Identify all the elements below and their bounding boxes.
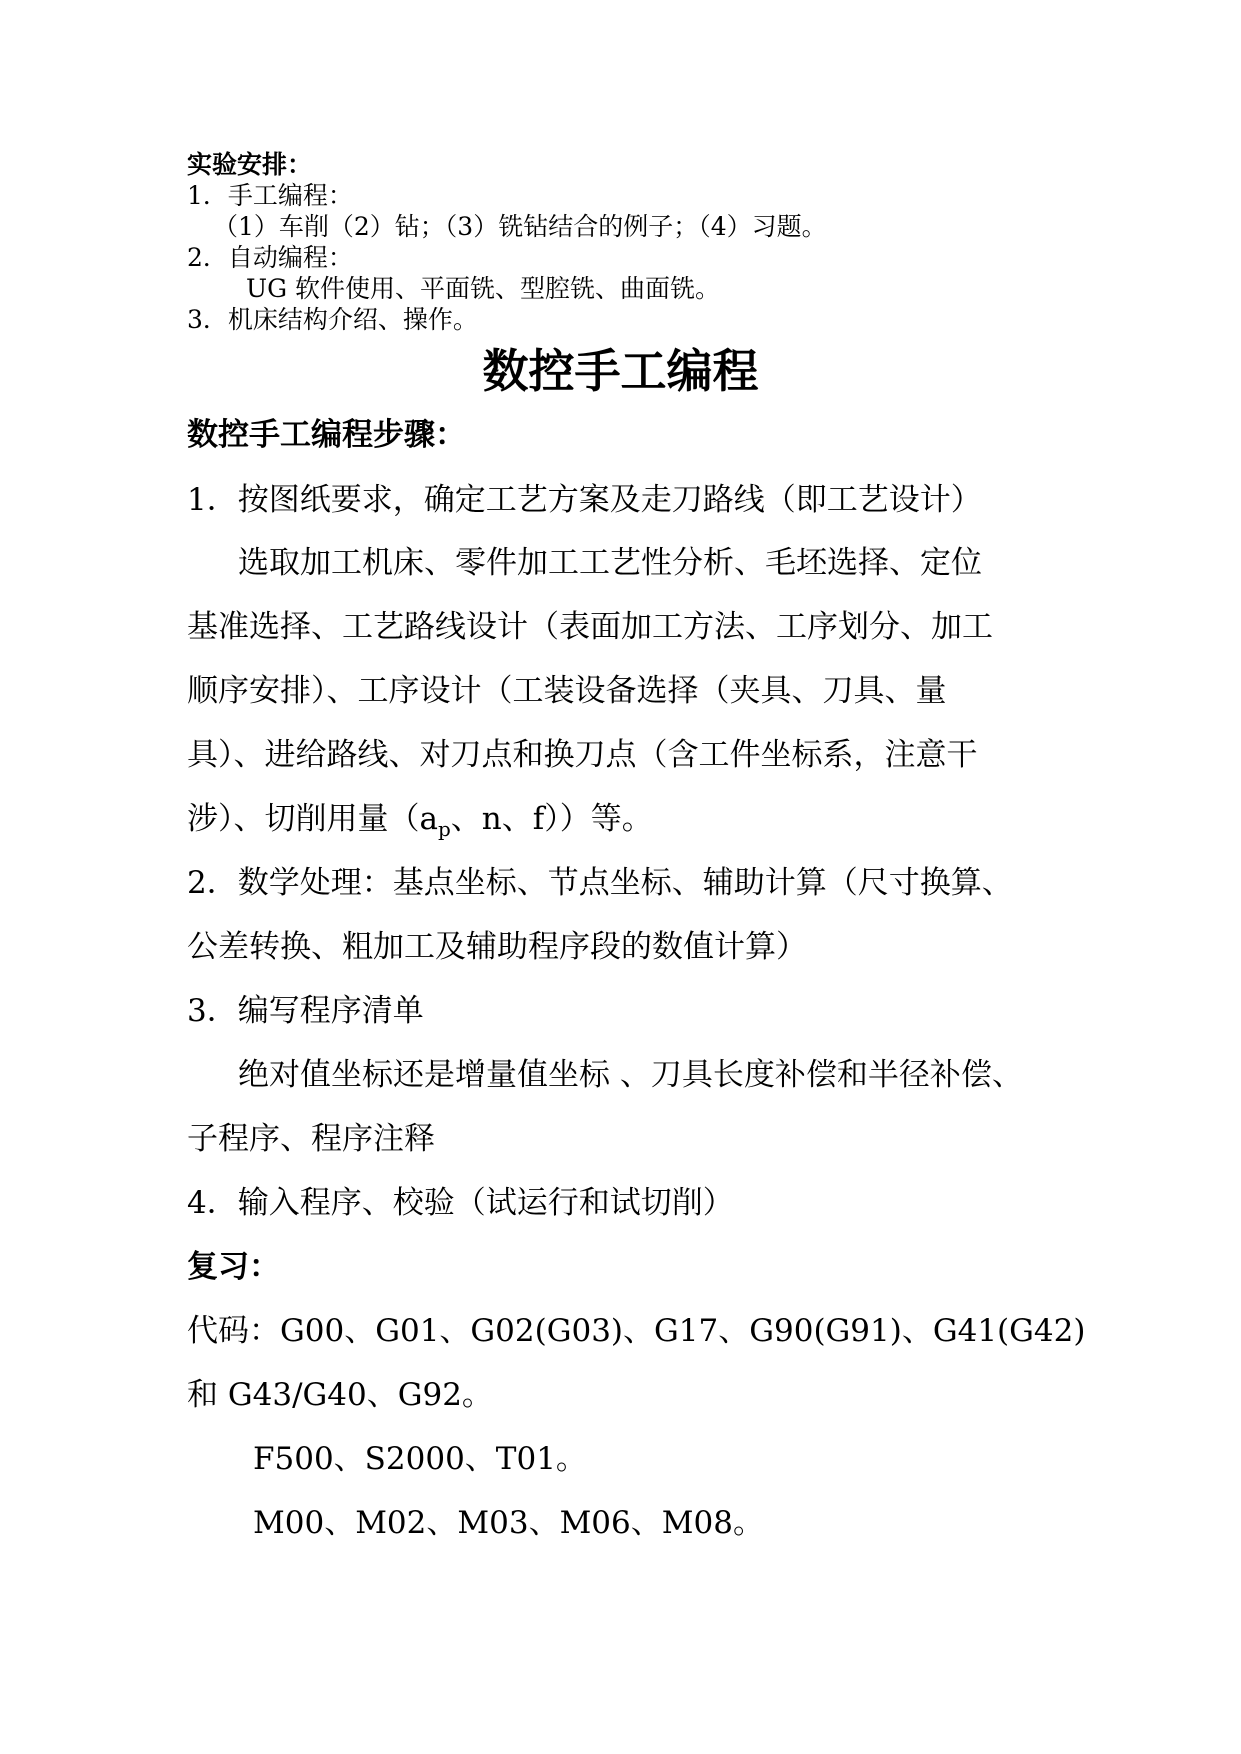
page-title: 数控手工编程 (482, 344, 759, 398)
step-4-line: 4．输入程序、校验（试运行和试切削） (187, 1185, 734, 1221)
arrangement-item-1: 1．手工编程： (187, 181, 353, 210)
review-m-codes: M00、M02、M03、M06、M08。 (253, 1505, 764, 1541)
review-fst-codes: F500、S2000、T01。 (253, 1441, 587, 1477)
review-heading: 复习： (187, 1249, 280, 1285)
step-3-detail-line-2: 子程序、程序注释 (187, 1121, 435, 1157)
step-1-detail-line-5 (187, 801, 653, 841)
arrangement-item-2: 2．自动编程： (187, 243, 353, 272)
step-1-detail-line-1: 选取加工机床、零件加工工艺性分析、毛坯选择、定位 (238, 545, 982, 581)
cutting-params-text: 涉）、切削用量（a (187, 801, 438, 837)
step-1-detail-line-4: 具）、进给路线、对刀点和换刀点（含工件坐标系，注意干 (187, 737, 978, 773)
step-1-line: 1．按图纸要求，确定工艺方案及走刀路线（即工艺设计） (187, 482, 982, 518)
step-3-detail-line-1: 绝对值坐标还是增量值坐标 、刀具长度补偿和半径补偿、 (238, 1057, 1023, 1093)
step-3-line: 3．编写程序清单 (187, 993, 424, 1029)
cutting-params-text-end: 、n、f））等。 (450, 801, 653, 837)
steps-heading: 数控手工编程步骤： (187, 417, 466, 453)
step-1-detail-line-3: 顺序安排）、工序设计（工装设备选择（夹具、刀具、量 (187, 673, 947, 709)
step-2-line: 2．数学处理：基点坐标、节点坐标、辅助计算（尺寸换算、 (187, 865, 1013, 901)
arrangement-item-2-detail: UG 软件使用、平面铣、型腔铣、曲面铣。 (246, 274, 720, 303)
arrangement-item-1-detail: （1）车削（2）钻；（3）铣钻结合的例子；（4）习题。 (213, 212, 827, 241)
step-2-detail-line: 公差转换、粗加工及辅助程序段的数值计算） (187, 929, 807, 965)
arrangement-item-3: 3．机床结构介绍、操作。 (187, 305, 478, 334)
arrangement-heading: 实验安排： (187, 150, 313, 179)
review-codes-line-2: 和 G43/G40、G92。 (187, 1377, 493, 1413)
ap-subscript: p (437, 817, 451, 841)
step-1-detail-line-2: 基准选择、工艺路线设计（表面加工方法、工序划分、加工 (187, 609, 993, 645)
review-codes-line-1: 代码：G00、G01、G02(G03)、G17、G90(G91)、G41(G42) (187, 1313, 1086, 1349)
